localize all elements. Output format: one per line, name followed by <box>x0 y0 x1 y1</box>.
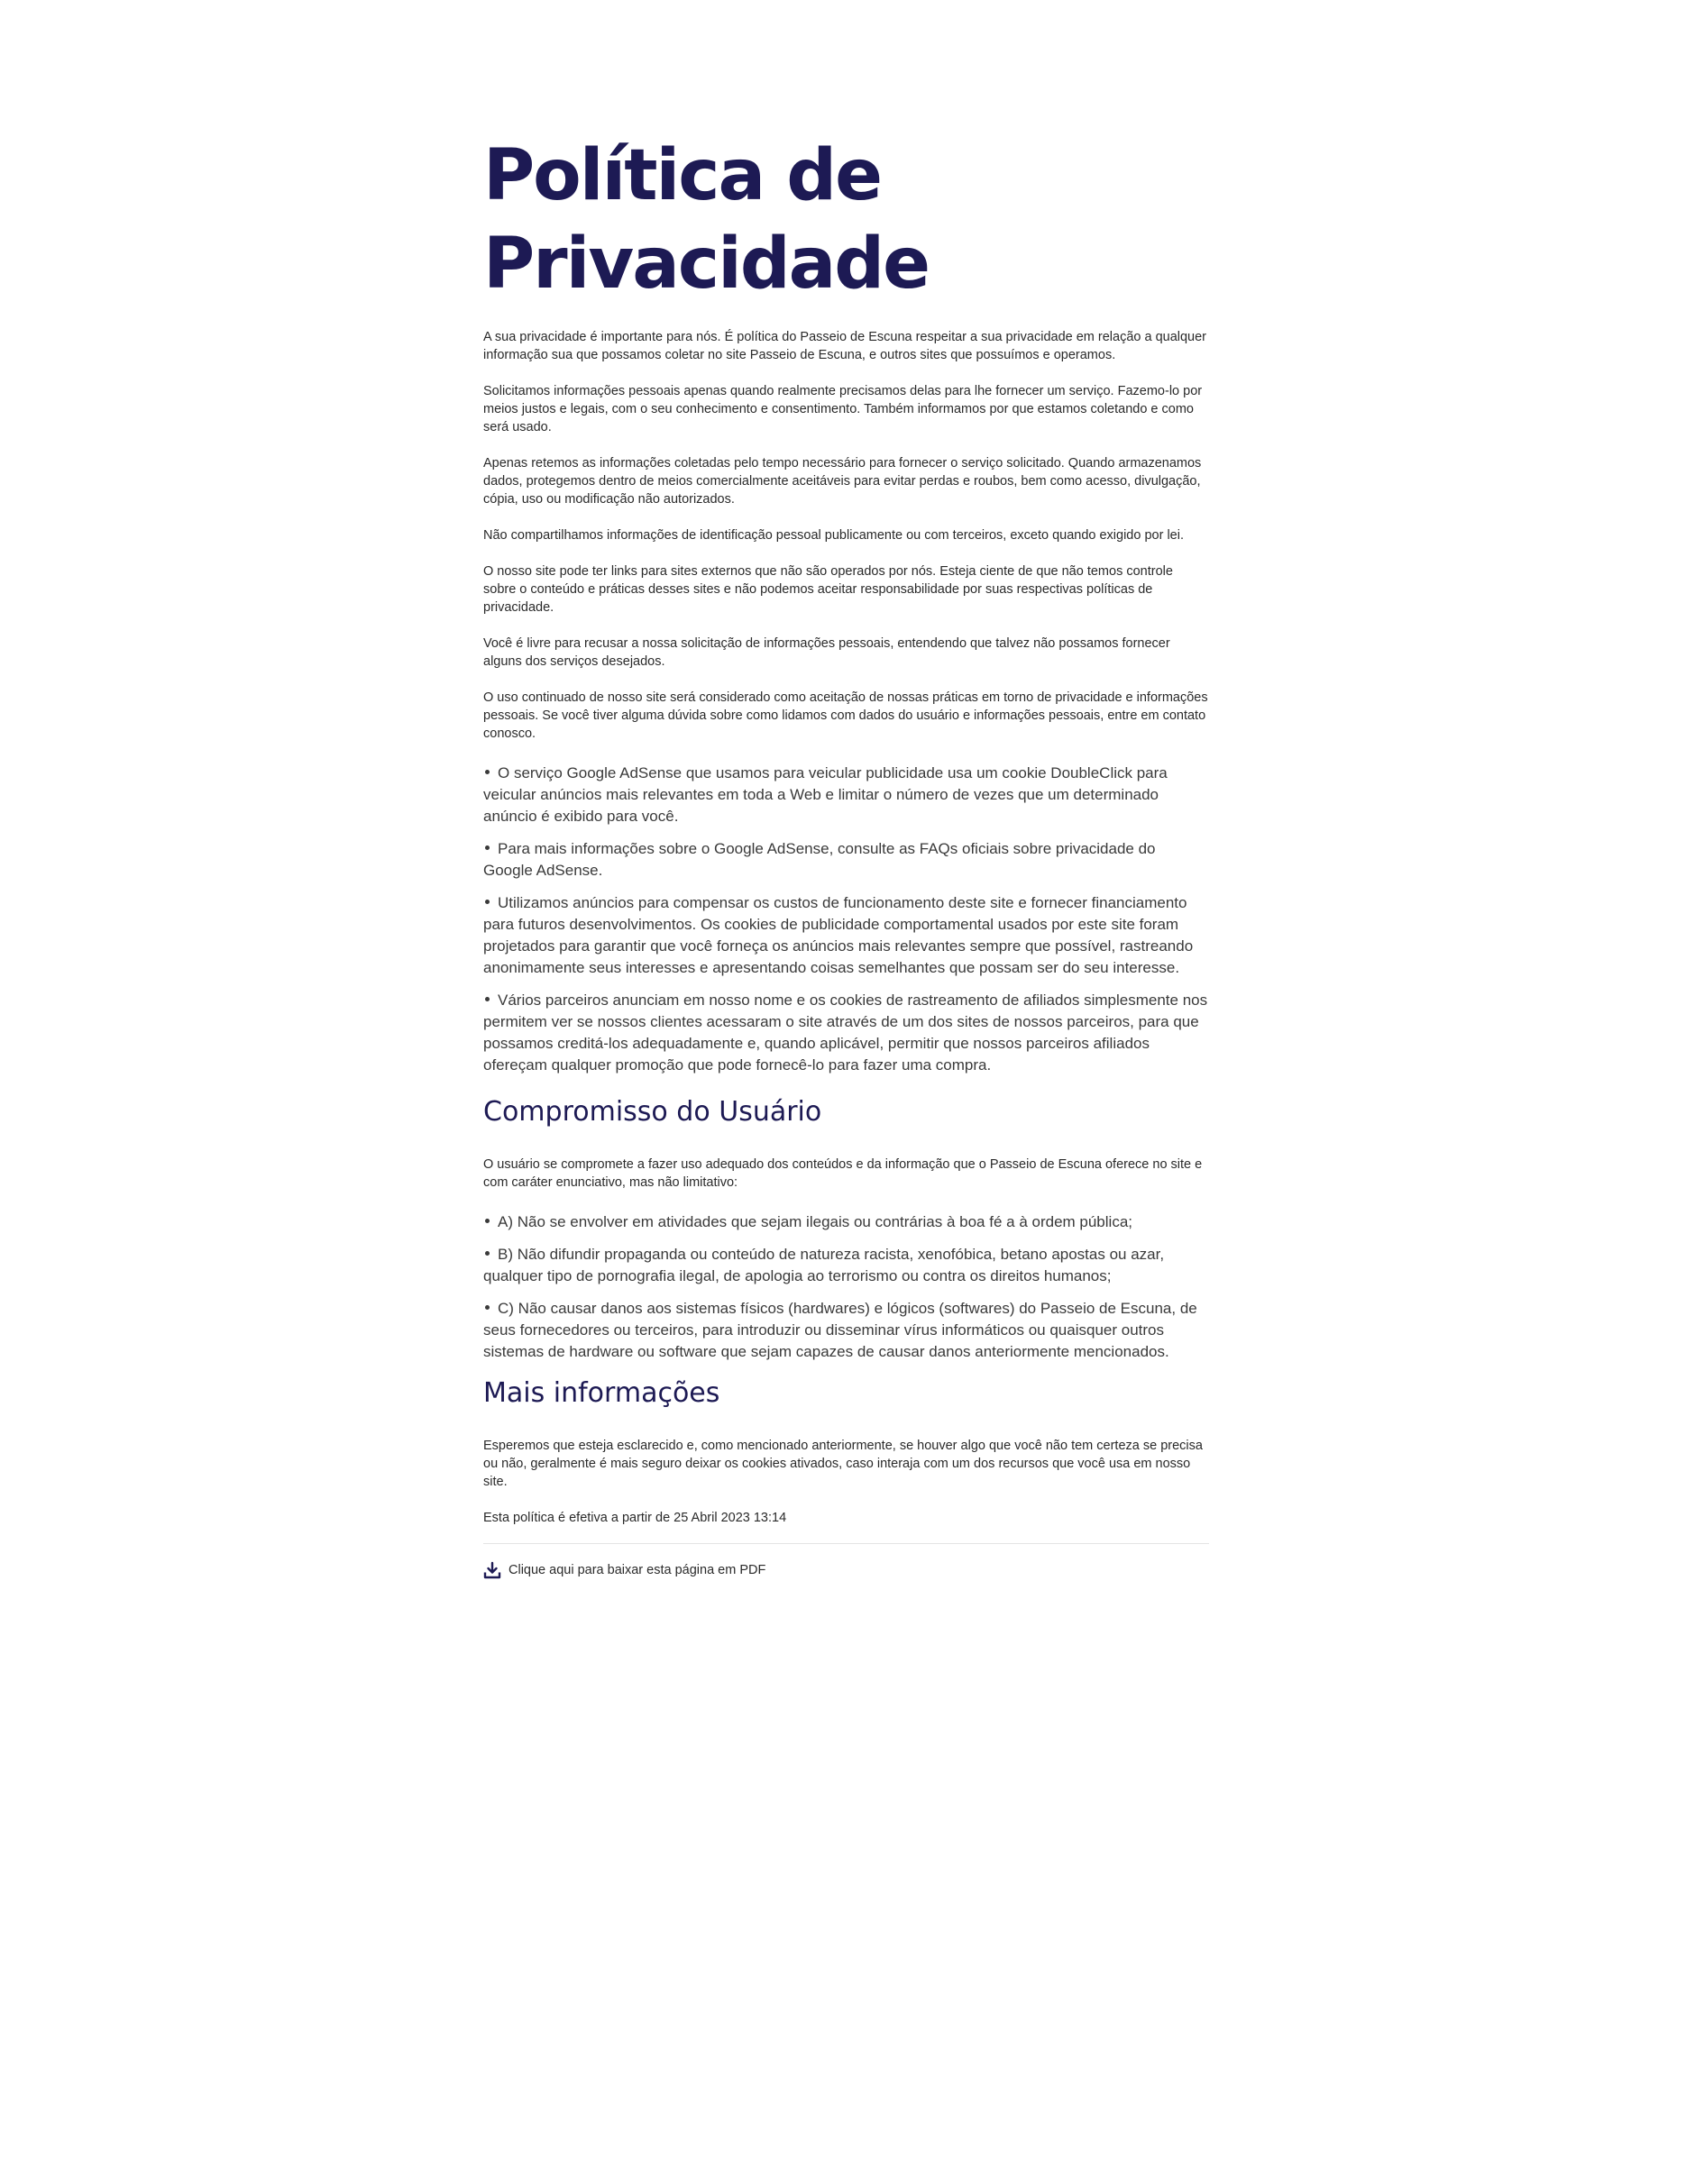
bullet-icon <box>485 1305 490 1310</box>
bullet-icon <box>485 997 490 1001</box>
intro-paragraph: O nosso site pode ter links para sites externos que não são operados por nós. Esteja ciente de que não temos controle sobre o conteúdo e práticas desses sites e não podemos aceitar responsabilidade por suas respectivas políticas de privacidade. <box>483 564 1173 615</box>
user-commitment-list <box>483 1211 1209 1363</box>
download-pdf-link[interactable] <box>483 1560 1209 1580</box>
intro-paragraph: Solicitamos informações pessoais apenas quando realmente precisamos delas para lhe fornecer um serviço. Fazemo-lo por meios justos e legais, com o seu conhecimento e consentimento. Também informamos por que estamos coletando e como será usado. <box>483 384 1203 434</box>
list-item <box>483 1298 1209 1363</box>
effective-date-text: Esta política é efetiva a partir de 25 Abril 2023 13:14 <box>483 1511 787 1525</box>
list-item <box>483 1211 1209 1233</box>
page-title <box>483 132 1209 308</box>
intro-section <box>483 328 1209 743</box>
privacy-policy-content <box>483 132 1209 1580</box>
intro-paragraph: A sua privacidade é importante para nós. É política do Passeio de Escuna respeitar a sua privacidade em relação a qualquer informação sua que possamos coletar no site Passeio de Escuna, e outros sites que possuímos e operamos. <box>483 330 1207 362</box>
list-item <box>483 763 1209 827</box>
intro-paragraph: Você é livre para recusar a nossa solicitação de informações pessoais, entendendo que talvez não possamos fornecer alguns dos serviços desejados. <box>483 636 1170 669</box>
bullet-icon <box>485 770 490 774</box>
list-item-text: A) Não se envolver em atividades que sejam ilegais ou contrárias à boa fé a à ordem pública; <box>498 1213 1132 1230</box>
download-icon <box>483 1561 501 1579</box>
list-item-text: O serviço Google AdSense que usamos para veicular publicidade usa um cookie DoubleClick para veicular anúncios mais relevantes em toda a Web e limitar o número de vezes que um determinado anúncio é exibido para você. <box>483 764 1168 825</box>
more-info-heading: Mais informações <box>483 1377 720 1409</box>
bullet-icon <box>485 1251 490 1256</box>
intro-paragraph: Não compartilhamos informações de identificação pessoal publicamente ou com terceiros, exceto quando exigido por lei. <box>483 528 1184 543</box>
list-item <box>483 990 1209 1076</box>
bullet-icon <box>485 1219 490 1223</box>
list-item-text: Vários parceiros anunciam em nosso nome e os cookies de rastreamento de afiliados simplesmente nos permitem ver se nossos clientes acessaram o site através de um dos sites de nossos parceiros, para que possamos creditá-los adequadamente e, quando aplicável, permitir que nossos parceiros afiliados ofereçam qualquer promoção que pode fornecê-lo para fazer uma compra. <box>483 991 1208 1074</box>
divider <box>483 1543 1209 1544</box>
list-item <box>483 838 1209 882</box>
user-commitment-paragraph: O usuário se compromete a fazer uso adequado dos conteúdos e da informação que o Passeio de Escuna oferece no site e com caráter enunciativo, mas não limitativo: <box>483 1157 1203 1190</box>
more-info-paragraph: Esperemos que esteja esclarecido e, como mencionado anteriormente, se houver algo que você não tem certeza se precisa ou não, geralmente é mais seguro deixar os cookies ativados, caso interaja com um dos recursos que você usa em nosso site. <box>483 1439 1203 1489</box>
download-pdf-label: Clique aqui para baixar esta página em PDF <box>509 1563 766 1577</box>
list-item <box>483 1244 1209 1287</box>
intro-paragraph: Apenas retemos as informações coletadas pelo tempo necessário para fornecer o serviço solicitado. Quando armazenamos dados, protegemos dentro de meios comercialmente aceitáveis para evitar perdas e roubos, bem como acesso, divulgação, cópia, uso ou modificação não autorizados. <box>483 456 1202 507</box>
bullet-icon <box>485 900 490 904</box>
list-item-text: B) Não difundir propaganda ou conteúdo de natureza racista, xenofóbica, betano apostas ou azar, qualquer tipo de pornografia ilegal, de apologia ao terrorismo ou contra os direitos humanos; <box>483 1246 1165 1284</box>
user-commitment-heading: Compromisso do Usuário <box>483 1096 822 1128</box>
list-item-text: Para mais informações sobre o Google AdSense, consulte as FAQs oficiais sobre privacidade do Google AdSense. <box>483 840 1156 879</box>
bullet-icon <box>485 845 490 850</box>
advertising-bullet-list <box>483 763 1209 1076</box>
list-item-text: C) Não causar danos aos sistemas físicos (hardwares) e lógicos (softwares) do Passeio de Escuna, de seus fornecedores ou terceiros, para introduzir ou disseminar vírus informáticos ou quaisquer outros sistemas de hardware ou software que sejam capazes de causar danos anteriormente mencionados. <box>483 1300 1197 1360</box>
list-item <box>483 892 1209 979</box>
page-title-line-1: Política de <box>483 135 882 216</box>
page-title-line-2: Privacidade <box>483 224 930 305</box>
list-item-text: Utilizamos anúncios para compensar os custos de funcionamento deste site e fornecer financiamento para futuros desenvolvimentos. Os cookies de publicidade comportamental usados por este site foram projetados para garantir que você forneça os anúncios mais relevantes sempre que possível, rastreando anonimamente seus interesses e apresentando coisas semelhantes que possam ser do seu interesse. <box>483 894 1194 976</box>
intro-paragraph: O uso continuado de nosso site será considerado como aceitação de nossas práticas em torno de privacidade e informações pessoais. Se você tiver alguma dúvida sobre como lidamos com dados do usuário e informações pessoais, entre em contato conosco. <box>483 690 1208 741</box>
